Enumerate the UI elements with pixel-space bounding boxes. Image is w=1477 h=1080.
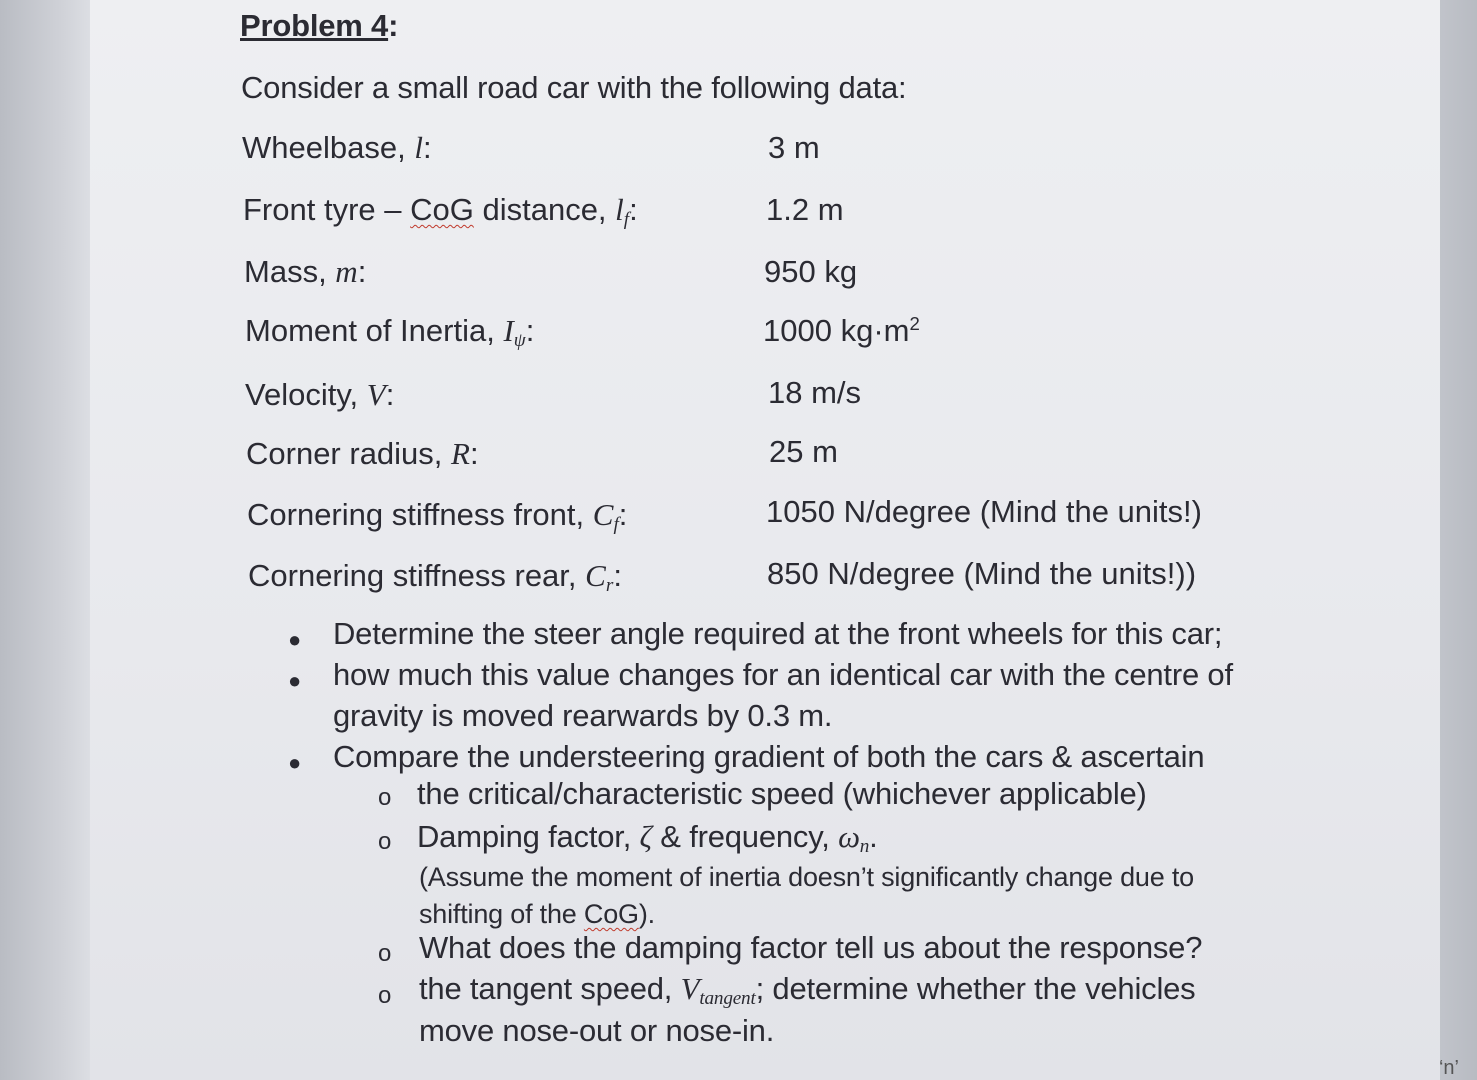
math-symbol: I — [503, 313, 514, 348]
sub-bullet-item: What does the damping factor tell us about the response? — [419, 930, 1203, 965]
row-label: Velocity, V: — [245, 377, 395, 412]
math-symbol: ζ — [639, 819, 652, 854]
math-symbol: m — [335, 254, 358, 289]
math-symbol: l — [414, 130, 423, 165]
sub-bullet-item: Damping factor, ζ & frequency, $\omega_n$. — [417, 819, 878, 857]
row-value: 25 m — [769, 434, 838, 469]
math-symbol: V — [366, 377, 386, 412]
row-value: 3 m — [768, 130, 820, 165]
math-symbol: V — [680, 971, 700, 1006]
math-symbol: R — [451, 436, 470, 471]
row-value: 850 N/degree (Mind the units!)) — [767, 556, 1197, 591]
problem-title — [240, 8, 398, 44]
row-value: 950 kg — [764, 254, 858, 289]
bullet-marker: ● — [288, 668, 302, 693]
bullet-marker: ● — [288, 627, 302, 652]
bullet-item-continuation: gravity is moved rearwards by 0.3 m. — [333, 698, 833, 733]
bullet-item: how much this value changes for an identical car with the centre of — [333, 657, 1233, 692]
note-line: (Assume the moment of inertia doesn’t significantly change due to — [419, 862, 1194, 892]
problem-title-colon: : — [388, 8, 399, 43]
corner-glyph: ‘n’ — [1438, 1057, 1459, 1079]
row-label: Moment of Inertia, $I_\psi$: — [245, 313, 535, 351]
sub-bullet-marker: o — [378, 982, 392, 1009]
intro-text: Consider a small road car with the following data: — [241, 70, 907, 105]
row-value: 18 m/s — [768, 375, 862, 410]
sub-bullet-item: the tangent speed, $V_{tangent}$; determine whether the vehicles — [419, 971, 1196, 1009]
spellcheck-word: CoG — [410, 192, 474, 227]
sub-bullet-continuation: move nose-out or nose-in. — [419, 1013, 775, 1048]
math-symbol: l — [615, 192, 624, 227]
row-value: 1050 N/degree (Mind the units!) — [766, 494, 1202, 529]
row-label: Front tyre – CoG distance, $l_f$: — [243, 192, 638, 230]
math-symbol: ω — [838, 819, 860, 854]
row-label: Cornering stiffness rear, $C_r$: — [248, 558, 622, 596]
bullet-item: Compare the understeering gradient of both the cars & ascertain — [333, 739, 1205, 774]
math-symbol: C — [592, 497, 614, 532]
sub-bullet-marker: o — [378, 784, 392, 811]
row-label: Wheelbase, l: — [242, 130, 432, 165]
row-value: 1000 $kg\cdot m^2$ — [763, 313, 920, 349]
bullet-marker: ● — [288, 750, 302, 775]
bullet-item: Determine the steer angle required at the front wheels for this car; — [333, 616, 1223, 651]
spellcheck-word: CoG — [583, 899, 639, 929]
problem-title-label: Problem 4 — [240, 8, 389, 43]
sub-bullet-marker: o — [378, 828, 392, 855]
sub-bullet-item: the critical/characteristic speed (whichever applicable) — [417, 776, 1147, 811]
note-line: shifting of the CoG). — [419, 899, 655, 929]
math-symbol: C — [585, 558, 606, 593]
row-label: Mass, m: — [244, 254, 367, 289]
row-label: Cornering stiffness front, $C_f$: — [247, 497, 628, 535]
row-label: Corner radius, R: — [246, 436, 479, 471]
row-value: 1.2 m — [766, 192, 844, 227]
sub-bullet-marker: o — [378, 940, 392, 967]
